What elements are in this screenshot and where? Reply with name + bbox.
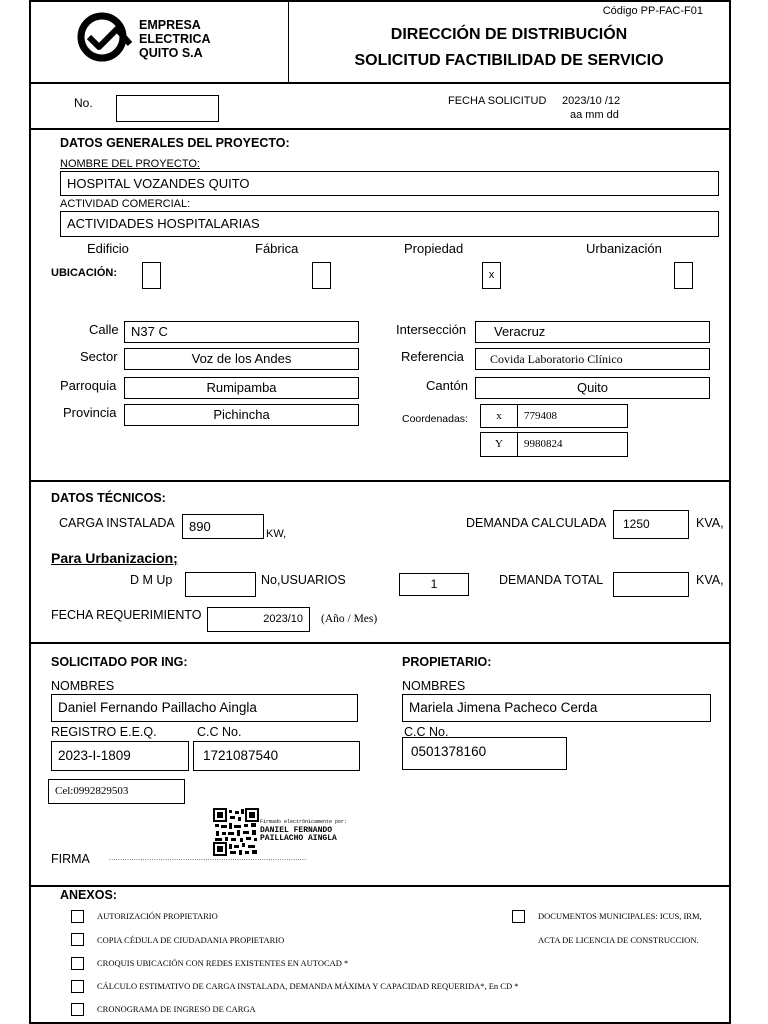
installed-load-field[interactable]: 890 [182,514,264,539]
annexes-heading: ANEXOS: [60,888,117,902]
parish-label: Parroquia [60,378,117,393]
header-divider [288,0,289,82]
reference-field[interactable]: Covida Laboratorio Clínico [475,348,710,370]
annex-checkbox-2[interactable] [71,933,84,946]
esign-name-line1: DANIEL FERNANDO [260,826,333,835]
project-name-label: NOMBRE DEL PROYECTO: [60,158,200,170]
annex-item-4: CÁLCULO ESTIMATIVO DE CARGA INSTALADA, DEMANDA MÁXIMA Y CAPACIDAD REQUERIDA*, En CD * [97,981,519,991]
coord-y-letter: Y [480,432,518,457]
title-line2: SOLICITUD FACTIBILIDAD DE SERVICIO [354,52,664,69]
company-line2: ELECTRICA [139,32,211,46]
dmup-label: D M Up [130,573,173,587]
annex-item-5: CRONOGRAMA DE INGRESO DE CARGA [97,1004,256,1014]
users-label: No,USUARIOS [261,573,346,587]
owner-names-label: NOMBRES [402,679,466,693]
users-field[interactable]: 1 [399,573,469,596]
section-divider-annexes [29,885,731,887]
calc-demand-field[interactable]: 1250 [613,510,689,539]
checkbox-property[interactable]: x [482,262,501,289]
company-line3: QUITO S.A [139,46,203,60]
calc-demand-unit: KVA, [696,516,724,530]
signature-label: FIRMA [51,852,90,866]
installed-load-unit: KW, [266,528,287,540]
checkbox-building[interactable] [142,262,161,289]
canton-field[interactable]: Quito [475,377,710,399]
coord-x-field[interactable]: 779408 [517,404,628,428]
technical-heading: DATOS TÉCNICOS: [51,491,166,505]
type-label-building: Edificio [87,241,129,256]
location-label: UBICACIÓN: [51,267,117,279]
canton-label: Cantón [426,378,468,393]
request-row [29,84,731,130]
signature-line[interactable]: ........................................................................................ [109,855,307,862]
intersection-field[interactable]: Veracruz [475,321,710,343]
company-name [139,18,211,60]
general-heading: DATOS GENERALES DEL PROYECTO: [60,136,290,150]
coordinates-label: Coordenadas: [402,413,468,425]
section-divider-technical [29,480,731,482]
type-label-factory: Fábrica [255,241,299,256]
coord-y-field[interactable]: 9980824 [517,432,628,457]
annex-item-3: CROQUIS UBICACIÓN CON REDES EXISTENTES EN AUTOCAD * [97,958,349,968]
annex-item-1: AUTORIZACIÓN PROPIETARIO [97,911,218,921]
total-demand-field[interactable] [613,572,689,597]
title-line1: DIRECCIÓN DE DISTRIBUCIÓN [390,26,628,43]
annex-checkbox-5[interactable] [71,1003,84,1016]
requester-names-field[interactable]: Daniel Fernando Paillacho Aingla [51,694,358,722]
activity-field[interactable]: ACTIVIDADES HOSPITALARIAS [60,211,719,237]
annex-checkbox-4[interactable] [71,980,84,993]
esign-name-line2: PAILLACHO AINGLA [260,834,337,843]
request-date-value: 2023/10 /12 [562,95,621,107]
dmup-field[interactable] [185,572,256,597]
street-field[interactable]: N37 C [124,321,359,343]
request-date-label: FECHA SOLICITUD [448,95,547,107]
request-date-format: aa mm dd [570,109,619,121]
calc-demand-label: DEMANDA CALCULADA [466,516,607,530]
registry-field[interactable]: 2023-I-1809 [51,741,189,771]
annex-checkbox-1[interactable] [71,910,84,923]
province-label: Provincia [63,405,117,420]
req-date-field[interactable]: 2023/10 [207,607,310,632]
no-label: No. [74,96,93,110]
header [29,0,731,84]
urbanization-heading: Para Urbanizacion; [51,550,178,566]
company-line1: EMPRESA [139,18,201,32]
section-divider-requester [29,642,731,644]
requester-id-label: C.C No. [197,725,242,739]
province-field[interactable]: Pichincha [124,404,359,426]
annex-checkbox-3[interactable] [71,957,84,970]
requester-id-field[interactable]: 1721087540 [193,741,360,771]
type-label-urbanization: Urbanización [586,241,662,256]
req-date-label: FECHA REQUERIMIENTO [51,608,202,622]
requester-phone-field[interactable]: Cel:0992829503 [48,779,185,804]
requester-names-label: NOMBRES [51,679,115,693]
owner-id-label: C.C No. [404,725,449,739]
req-date-format: (Año / Mes) [321,613,378,625]
registry-label: REGISTRO E.E.Q. [51,725,157,739]
esign-caption: Firmado electrónicamente por: [260,819,348,825]
total-demand-label: DEMANDA TOTAL [499,573,604,587]
annex-checkbox-municipal[interactable] [512,910,525,923]
request-number-field[interactable] [116,95,219,122]
owner-names-field[interactable]: Mariela Jimena Pacheco Cerda [402,694,711,722]
installed-load-label: CARGA INSTALADA [59,516,175,530]
parish-field[interactable]: Rumipamba [124,377,359,399]
requester-heading: SOLICITADO POR ING: [51,655,188,669]
owner-id-field[interactable]: 0501378160 [402,737,567,770]
sector-label: Sector [80,349,118,364]
checkbox-urbanization[interactable] [674,262,693,289]
owner-heading: PROPIETARIO: [402,655,492,669]
annex-municipal-line2: ACTA DE LICENCIA DE CONSTRUCCION. [538,935,699,945]
type-label-property: Propiedad [404,241,464,256]
sector-field[interactable]: Voz de los Andes [124,348,359,370]
annex-municipal-line1: DOCUMENTOS MUNICIPALES: ICUS, IRM, [538,911,702,921]
total-demand-unit: KVA, [696,573,724,587]
street-label: Calle [89,322,119,337]
coord-x-letter: x [480,404,518,428]
reference-label: Referencia [401,349,464,364]
esign-qr-code-icon [213,808,259,856]
annex-item-2: COPIA CÉDULA DE CIUDADANIA PROPIETARIO [97,935,285,945]
project-name-field[interactable]: HOSPITAL VOZANDES QUITO [60,171,719,196]
form-code: Código PP-FAC-F01 [602,5,703,17]
intersection-label: Intersección [396,322,467,337]
checkbox-factory[interactable] [312,262,331,289]
activity-label: ACTIVIDAD COMERCIAL: [60,198,191,210]
eeq-logo-icon [75,10,137,64]
